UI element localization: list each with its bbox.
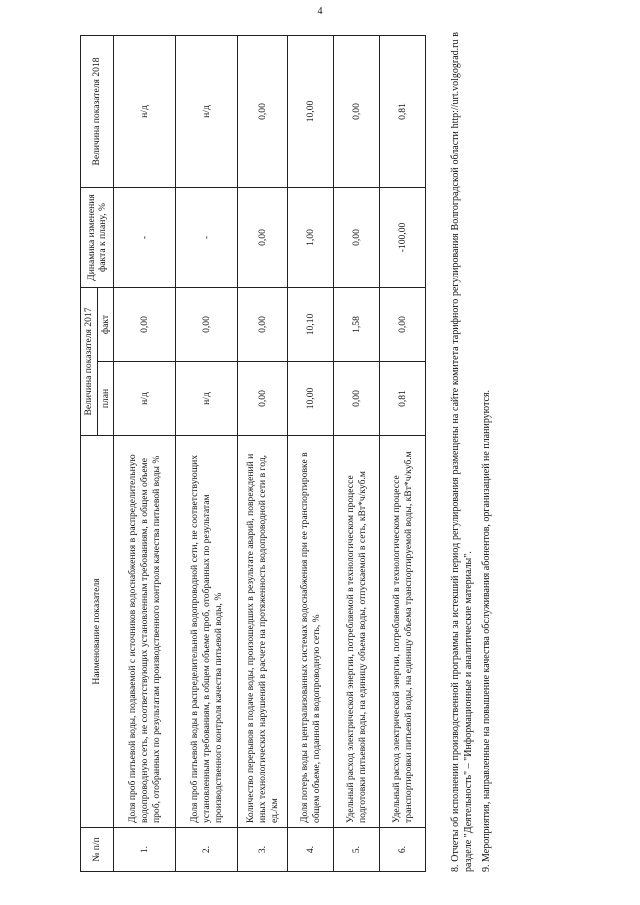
row-value-2018: 0,00 [238,35,288,187]
row-fact: 1,58 [334,287,380,361]
row-num: 1. [114,828,176,872]
row-value-2018: 0,00 [334,35,380,187]
table-row [238,35,288,871]
row-dynamics: 1,00 [288,187,334,287]
header-dynamics: Динамика изменения факта к плану, % [81,187,114,287]
row-value-2018: 10,00 [288,35,334,187]
row-plan: 0,00 [334,362,380,436]
row-value-2018: н/д [114,35,176,187]
header-name: Наименование показателя [81,436,114,828]
row-fact: 0,00 [114,287,176,361]
row-plan: н/д [176,362,238,436]
page-number: 4 [317,6,323,17]
row-num: 4. [288,828,334,872]
row-name: Удельный расход электрической энергии, потребляемой в технологическом процессе транспортировки питьевой воды, на единицу объема транспортируемой воды, кВт*ч/куб.м [380,436,426,828]
row-plan: 10,00 [288,362,334,436]
row-name: Удельный расход электрической энергии, потребляемой в технологическом процессе подготовки питьевой воды, на единицу объема воды, отпускаемой в сеть, кВт*ч/куб.м [334,436,380,828]
row-fact: 0,00 [176,287,238,361]
row-value-2018: 0,81 [380,35,426,187]
table-row [114,35,176,871]
row-plan: н/д [114,362,176,436]
header-plan: план [97,362,114,436]
row-plan: 0,81 [380,362,426,436]
row-name: Доля проб питьевой воды в распределительной водопроводной сети, не соответствующих установленным требованиям, в общем объеме проб, отобранных по результатам производственного контроля качества питьевой воды, % [176,436,238,828]
header-value-2017: Величина показателя 2017 [81,287,98,435]
table-row [334,35,380,871]
row-num: 6. [380,828,426,872]
row-num: 5. [334,828,380,872]
row-num: 3. [238,828,288,872]
row-name: Количество перерывов в подаче воды, произошедших в результате аварий, повреждений и иных технологических нарушений в расчете на протяженность водопроводной сети в год, ед./км [238,436,288,828]
row-value-2018: н/д [176,35,238,187]
table-row [176,35,238,871]
rotated-page-content [40,22,630,882]
header-num: № п/п [81,828,114,872]
indicators-table [80,35,426,872]
row-dynamics: - [176,187,238,287]
row-dynamics: -100,00 [380,187,426,287]
table-row [288,35,334,871]
row-fact: 0,00 [380,287,426,361]
header-value-2018: Величина показателя 2018 [81,35,114,187]
note-9: 9. Мероприятия, направленные на повышение качества обслуживания абонентов, организацией не планируются. [481,389,492,872]
row-dynamics: - [114,187,176,287]
header-fact: факт [97,287,114,361]
row-fact: 10,10 [288,287,334,361]
table-row [380,35,426,871]
row-fact: 0,00 [238,287,288,361]
row-dynamics: 0,00 [334,187,380,287]
row-plan: 0,00 [238,362,288,436]
row-dynamics: 0,00 [238,187,288,287]
row-name: Доля проб питьевой воды, подаваемой с источников водоснабжения в распределительную водопроводную сеть, не соответствующих установленным требованиям, в общем объеме проб, отобранных по результатам производственного контроля качества питьевой воды % [114,436,176,828]
notes-section [450,32,500,872]
row-num: 2. [176,828,238,872]
note-8: 8. Отчеты об исполнении производственной программы за истекший период регулирования размещены на сайте комитета тарифного регулирования Волгоградской области http://urt.volgograd.ru в разделе "Деятельность" – "Информационные и аналитические материалы". [450,32,474,872]
row-name: Доля потерь воды в централизованных системах водоснабжения при ее транспортировке в общем объеме, поданной в водопроводную сеть, % [288,436,334,828]
